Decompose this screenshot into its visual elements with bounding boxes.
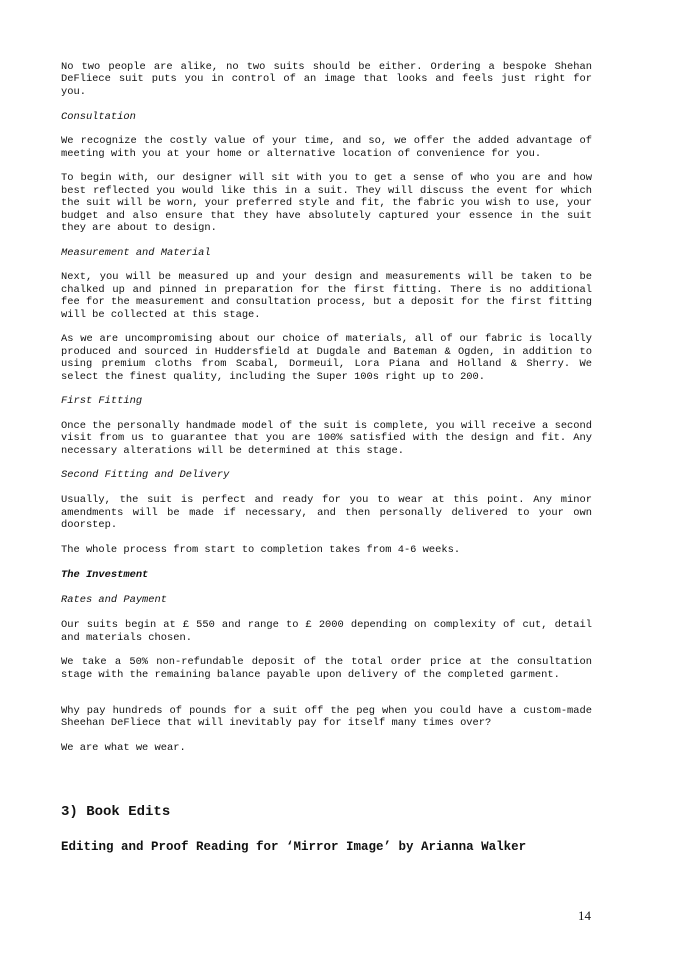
measurement-paragraph-1: Next, you will be measured up and your design and measurements will be taken to be chalked up and pinned in preparation for the first fitting. There is no additional fee for the measurement and consultation process, but a deposit for the first fitting will be collected at this stage. xyxy=(61,271,592,321)
rates-heading: Rates and Payment xyxy=(61,594,168,607)
second-fitting-paragraph: Usually, the suit is perfect and ready for you to wear at this point. Any minor amendments will be made if necessary, and then personally delivered to your own doorstep. xyxy=(61,494,592,531)
document-body xyxy=(61,61,592,767)
investment-heading: The Investment xyxy=(61,569,149,582)
measurement-paragraph-2: As we are uncompromising about our choice of materials, all of our fabric is locally produced and sourced in Huddersfield at Dugdale and Bateman & Ogden, in addition to using premium cloths from Scabal, Dormeuil, Lora Piana and Holland & Sherry. We select the finest quality, including the Super 100s right up to 200. xyxy=(61,333,592,383)
consultation-paragraph-1: We recognize the costly value of your time, and so, we offer the added advantage of meeting with you at your home or alternative location of convenience for you. xyxy=(61,135,592,160)
first-fitting-heading: First Fitting xyxy=(61,395,143,408)
second-fitting-heading: Second Fitting and Delivery xyxy=(61,469,230,482)
rates-paragraph-1: Our suits begin at £ 550 and range to £ 2000 depending on complexity of cut, detail and materials chosen. xyxy=(61,619,592,644)
page-number: 14 xyxy=(578,908,591,923)
sub-title: Editing and Proof Reading for ‘Mirror Image’ by Arianna Walker xyxy=(61,840,527,854)
consultation-paragraph-2: To begin with, our designer will sit with you to get a sense of who you are and how best reflected you would like this in a suit. They will discuss the event for which the suit will be worn, your preferred style and fit, the fabric you wish to use, your budget and also ensure that they have absolutely captured your essence in the suit they are about to design. xyxy=(61,172,592,234)
closing-paragraph-2: We are what we wear. xyxy=(61,742,186,755)
section-title: 3) Book Edits xyxy=(61,804,171,820)
closing-paragraph-1: Why pay hundreds of pounds for a suit off the peg when you could have a custom-made Sheehan DeFliece that will inevitably pay for itself many times over? xyxy=(61,705,592,730)
consultation-heading: Consultation xyxy=(61,110,136,123)
first-fitting-paragraph: Once the personally handmade model of the suit is complete, you will receive a second visit from us to guarantee that you are 100% satisfied with the design and fit. Any necessary alterations will be determined at this stage. xyxy=(61,419,592,457)
measurement-heading: Measurement and Material xyxy=(61,246,211,259)
rates-paragraph-2: We take a 50% non-refundable deposit of the total order price at the consultation stage with the remaining balance payable upon delivery of the completed garment. xyxy=(61,656,592,681)
intro-paragraph: No two people are alike, no two suits should be either. Ordering a bespoke Shehan DeFliece suit puts you in control of an image that looks and feels just right for you. xyxy=(61,61,592,98)
whole-process-paragraph: The whole process from start to completion takes from 4-6 weeks. xyxy=(61,543,461,556)
